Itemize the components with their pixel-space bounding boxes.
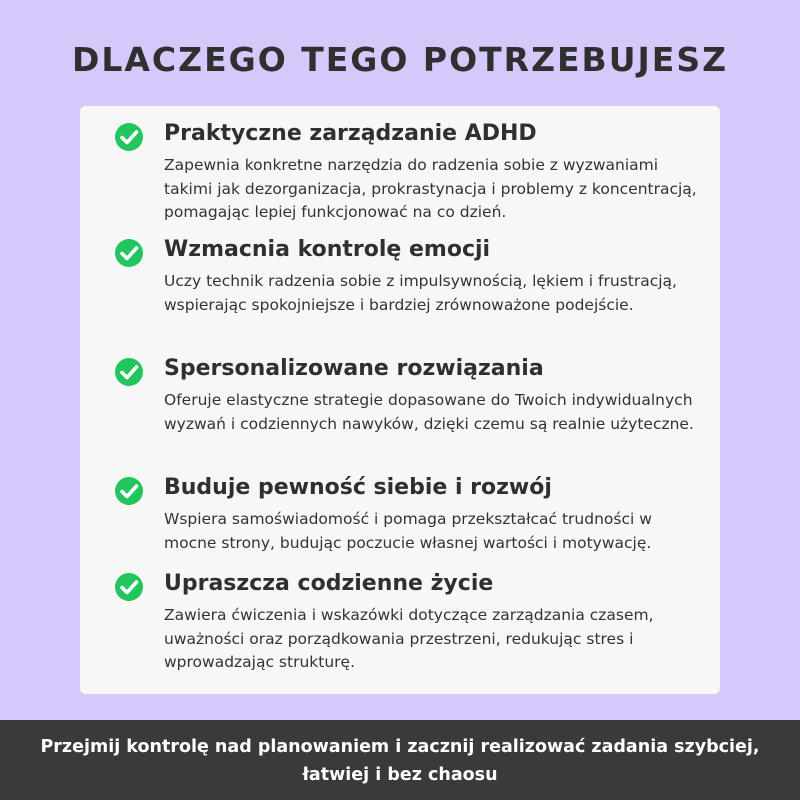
check-circle-icon [114, 357, 144, 387]
item-description: Wspiera samoświadomość i pomaga przekształcać trudności w mocne strony, budując poczucie własnej wartości i motywację. [164, 510, 652, 552]
check-circle-icon [114, 476, 144, 506]
item-title: Buduje pewność siebie i rozwój [164, 475, 552, 500]
footer-line-1: Przejmij kontrolę nad planowaniem i zacznij realizować zadania szybciej, [40, 737, 760, 757]
item-title: Praktyczne zarządzanie ADHD [164, 121, 537, 146]
item-title: Upraszcza codzienne życie [164, 571, 494, 596]
check-circle-icon [114, 238, 144, 268]
item-description: Zapewnia konkretne narzędzia do radzenia sobie z wyzwaniami takimi jak dezorganizacja, prokrastynacja i problemy z koncentracją, pomagając lepiej funkcjonować na co dzień. [164, 156, 697, 221]
check-circle-icon [114, 122, 144, 152]
page-title: DLACZEGO TEGO POTRZEBUJESZ [71, 40, 729, 79]
footer-banner [0, 720, 800, 800]
footer-line-2: łatwiej i bez chaosu [302, 765, 498, 785]
item-description: Uczy technik radzenia sobie z impulsywnością, lękiem i frustracją, wspierając spokojniejsze i bardziej zrównoważone podejście. [164, 272, 677, 314]
benefits-card [80, 106, 720, 694]
item-description: Zawiera ćwiczenia i wskazówki dotyczące zarządzania czasem, uważności oraz porządkowania przestrzeni, redukując stres i wprowadzając strukturę. [164, 606, 654, 671]
item-title: Wzmacnia kontrolę emocji [164, 237, 491, 262]
item-title: Spersonalizowane rozwiązania [164, 356, 544, 381]
item-description: Oferuje elastyczne strategie dopasowane do Twoich indywidualnych wyzwań i codziennych nawyków, dzięki czemu są realnie użyteczne. [164, 391, 694, 433]
check-circle-icon [114, 572, 144, 602]
